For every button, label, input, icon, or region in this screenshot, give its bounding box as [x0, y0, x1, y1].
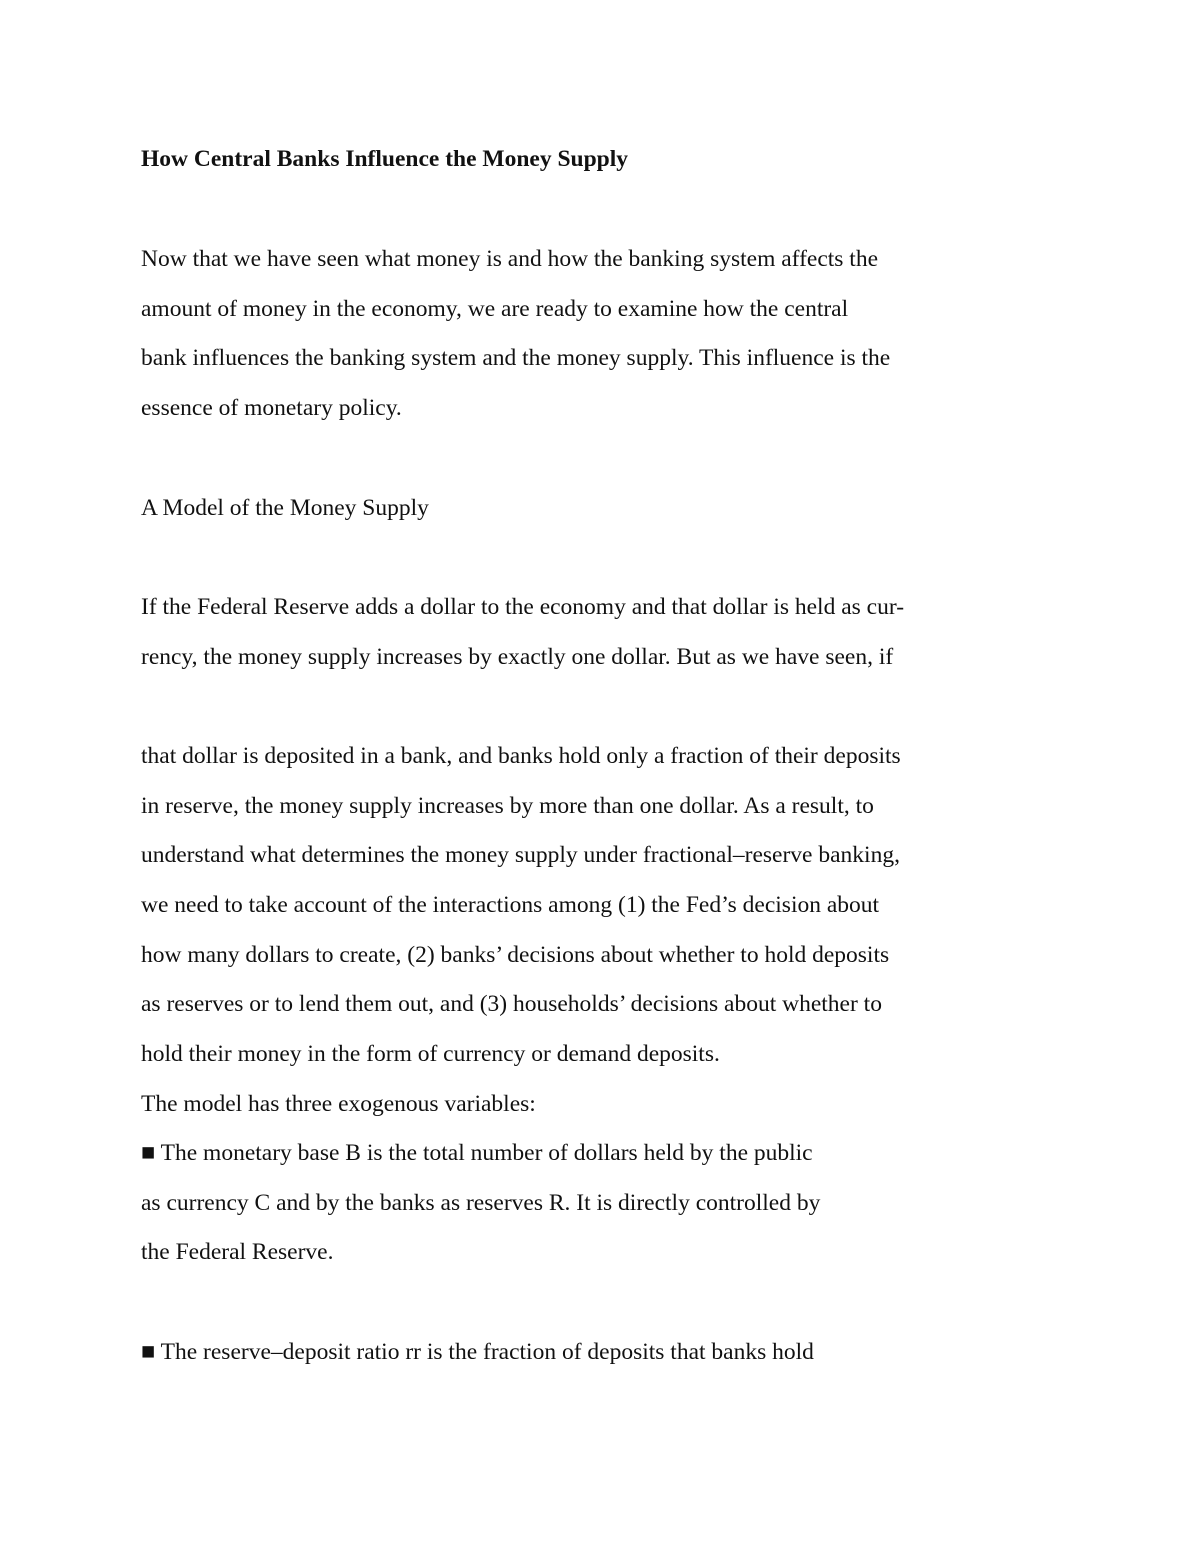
paragraph-2-line-6: as reserves or to lend them out, and (3) households’ decisions about whether to: [141, 991, 882, 1017]
paragraph-2-line-5: how many dollars to create, (2) banks’ decisions about whether to hold deposits: [141, 942, 890, 968]
bullet-2-line-1: ■ The reserve–deposit ratio rr is the fraction of deposits that banks hold: [141, 1339, 814, 1365]
section-heading: A Model of the Money Supply: [141, 495, 429, 521]
paragraph-2-line-1: that dollar is deposited in a bank, and banks hold only a fraction of their deposits: [141, 743, 901, 769]
intro-line-2: amount of money in the economy, we are ready to examine how the central: [141, 296, 849, 322]
intro-line-4: essence of monetary policy.: [141, 395, 402, 421]
paragraph-1-line-1: If the Federal Reserve adds a dollar to the economy and that dollar is held as cur-: [141, 594, 905, 620]
paragraph-1-line-2: rency, the money supply increases by exactly one dollar. But as we have seen, if: [141, 644, 894, 670]
paragraph-2-line-7: hold their money in the form of currency or demand deposits.: [141, 1041, 720, 1067]
document-title: How Central Banks Influence the Money Supply: [141, 146, 629, 172]
intro-line-3: bank influences the banking system and the money supply. This influence is the: [141, 345, 891, 371]
paragraph-2-line-8: The model has three exogenous variables:: [141, 1091, 536, 1117]
paragraph-2-line-2: in reserve, the money supply increases by more than one dollar. As a result, to: [141, 793, 874, 819]
bullet-1-line-2: as currency C and by the banks as reserves R. It is directly controlled by: [141, 1190, 821, 1216]
intro-line-1: Now that we have seen what money is and how the banking system affects the: [141, 246, 879, 272]
bullet-1-line-3: the Federal Reserve.: [141, 1239, 334, 1265]
paragraph-2-line-4: we need to take account of the interactions among (1) the Fed’s decision about: [141, 892, 880, 918]
bullet-1-line-1: ■ The monetary base B is the total number of dollars held by the public: [141, 1140, 813, 1166]
paragraph-2-line-3: understand what determines the money supply under fractional–reserve banking,: [141, 842, 900, 868]
